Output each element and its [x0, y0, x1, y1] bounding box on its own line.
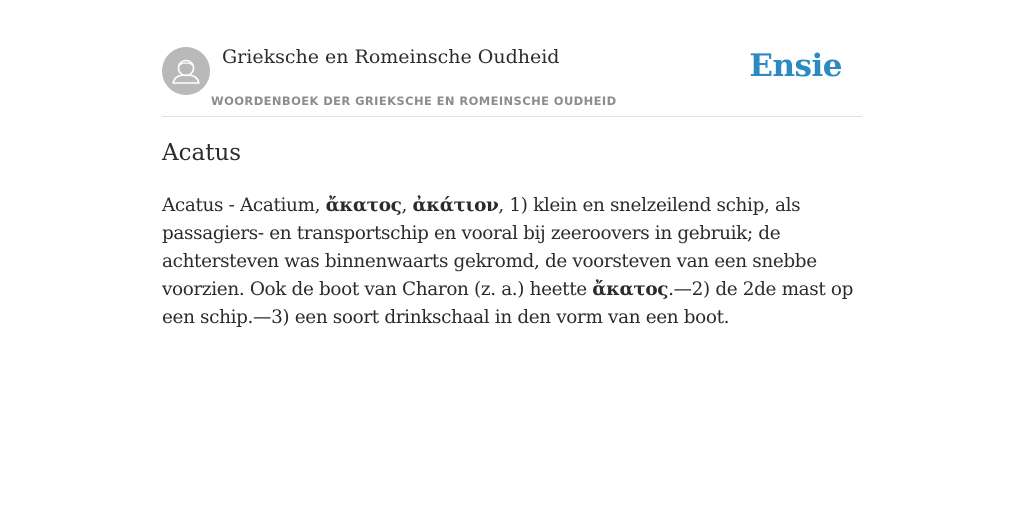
source-subtitle: WOORDENBOEK DER GRIEKSCHE EN ROMEINSCHE OUDHEID: [211, 94, 617, 108]
entry-body: [162, 192, 868, 332]
ensie-logo[interactable]: Ensie: [749, 48, 842, 84]
greek-term: ἄκατος: [325, 195, 402, 216]
entry-text-segment: , 1) klein en snelzeilend schip, als passagiers- en transportschip en vooral bij zeeroovers in gebruik; de achtersteven was binnenwaarts gekromd, de voorsteven van een snebbe voorzien. Ook de boot van Charon (z. a.) heette: [162, 195, 817, 300]
entry-title: Acatus: [162, 140, 242, 166]
greek-term: ἀκάτιον: [412, 195, 499, 216]
source-header: [162, 40, 862, 117]
entry-text-segment: .—2) de 2de mast op een schip.—3) een soort drinkschaal in den vorm van een boot.: [162, 279, 854, 328]
entry-text-segment: Acatus - Acatium,: [162, 195, 326, 216]
greek-term: ἄκατος: [592, 279, 669, 300]
entry-text-segment: ,: [401, 195, 413, 216]
user-avatar-icon[interactable]: [162, 47, 210, 95]
source-title[interactable]: Grieksche en Romeinsche Oudheid: [222, 46, 560, 68]
